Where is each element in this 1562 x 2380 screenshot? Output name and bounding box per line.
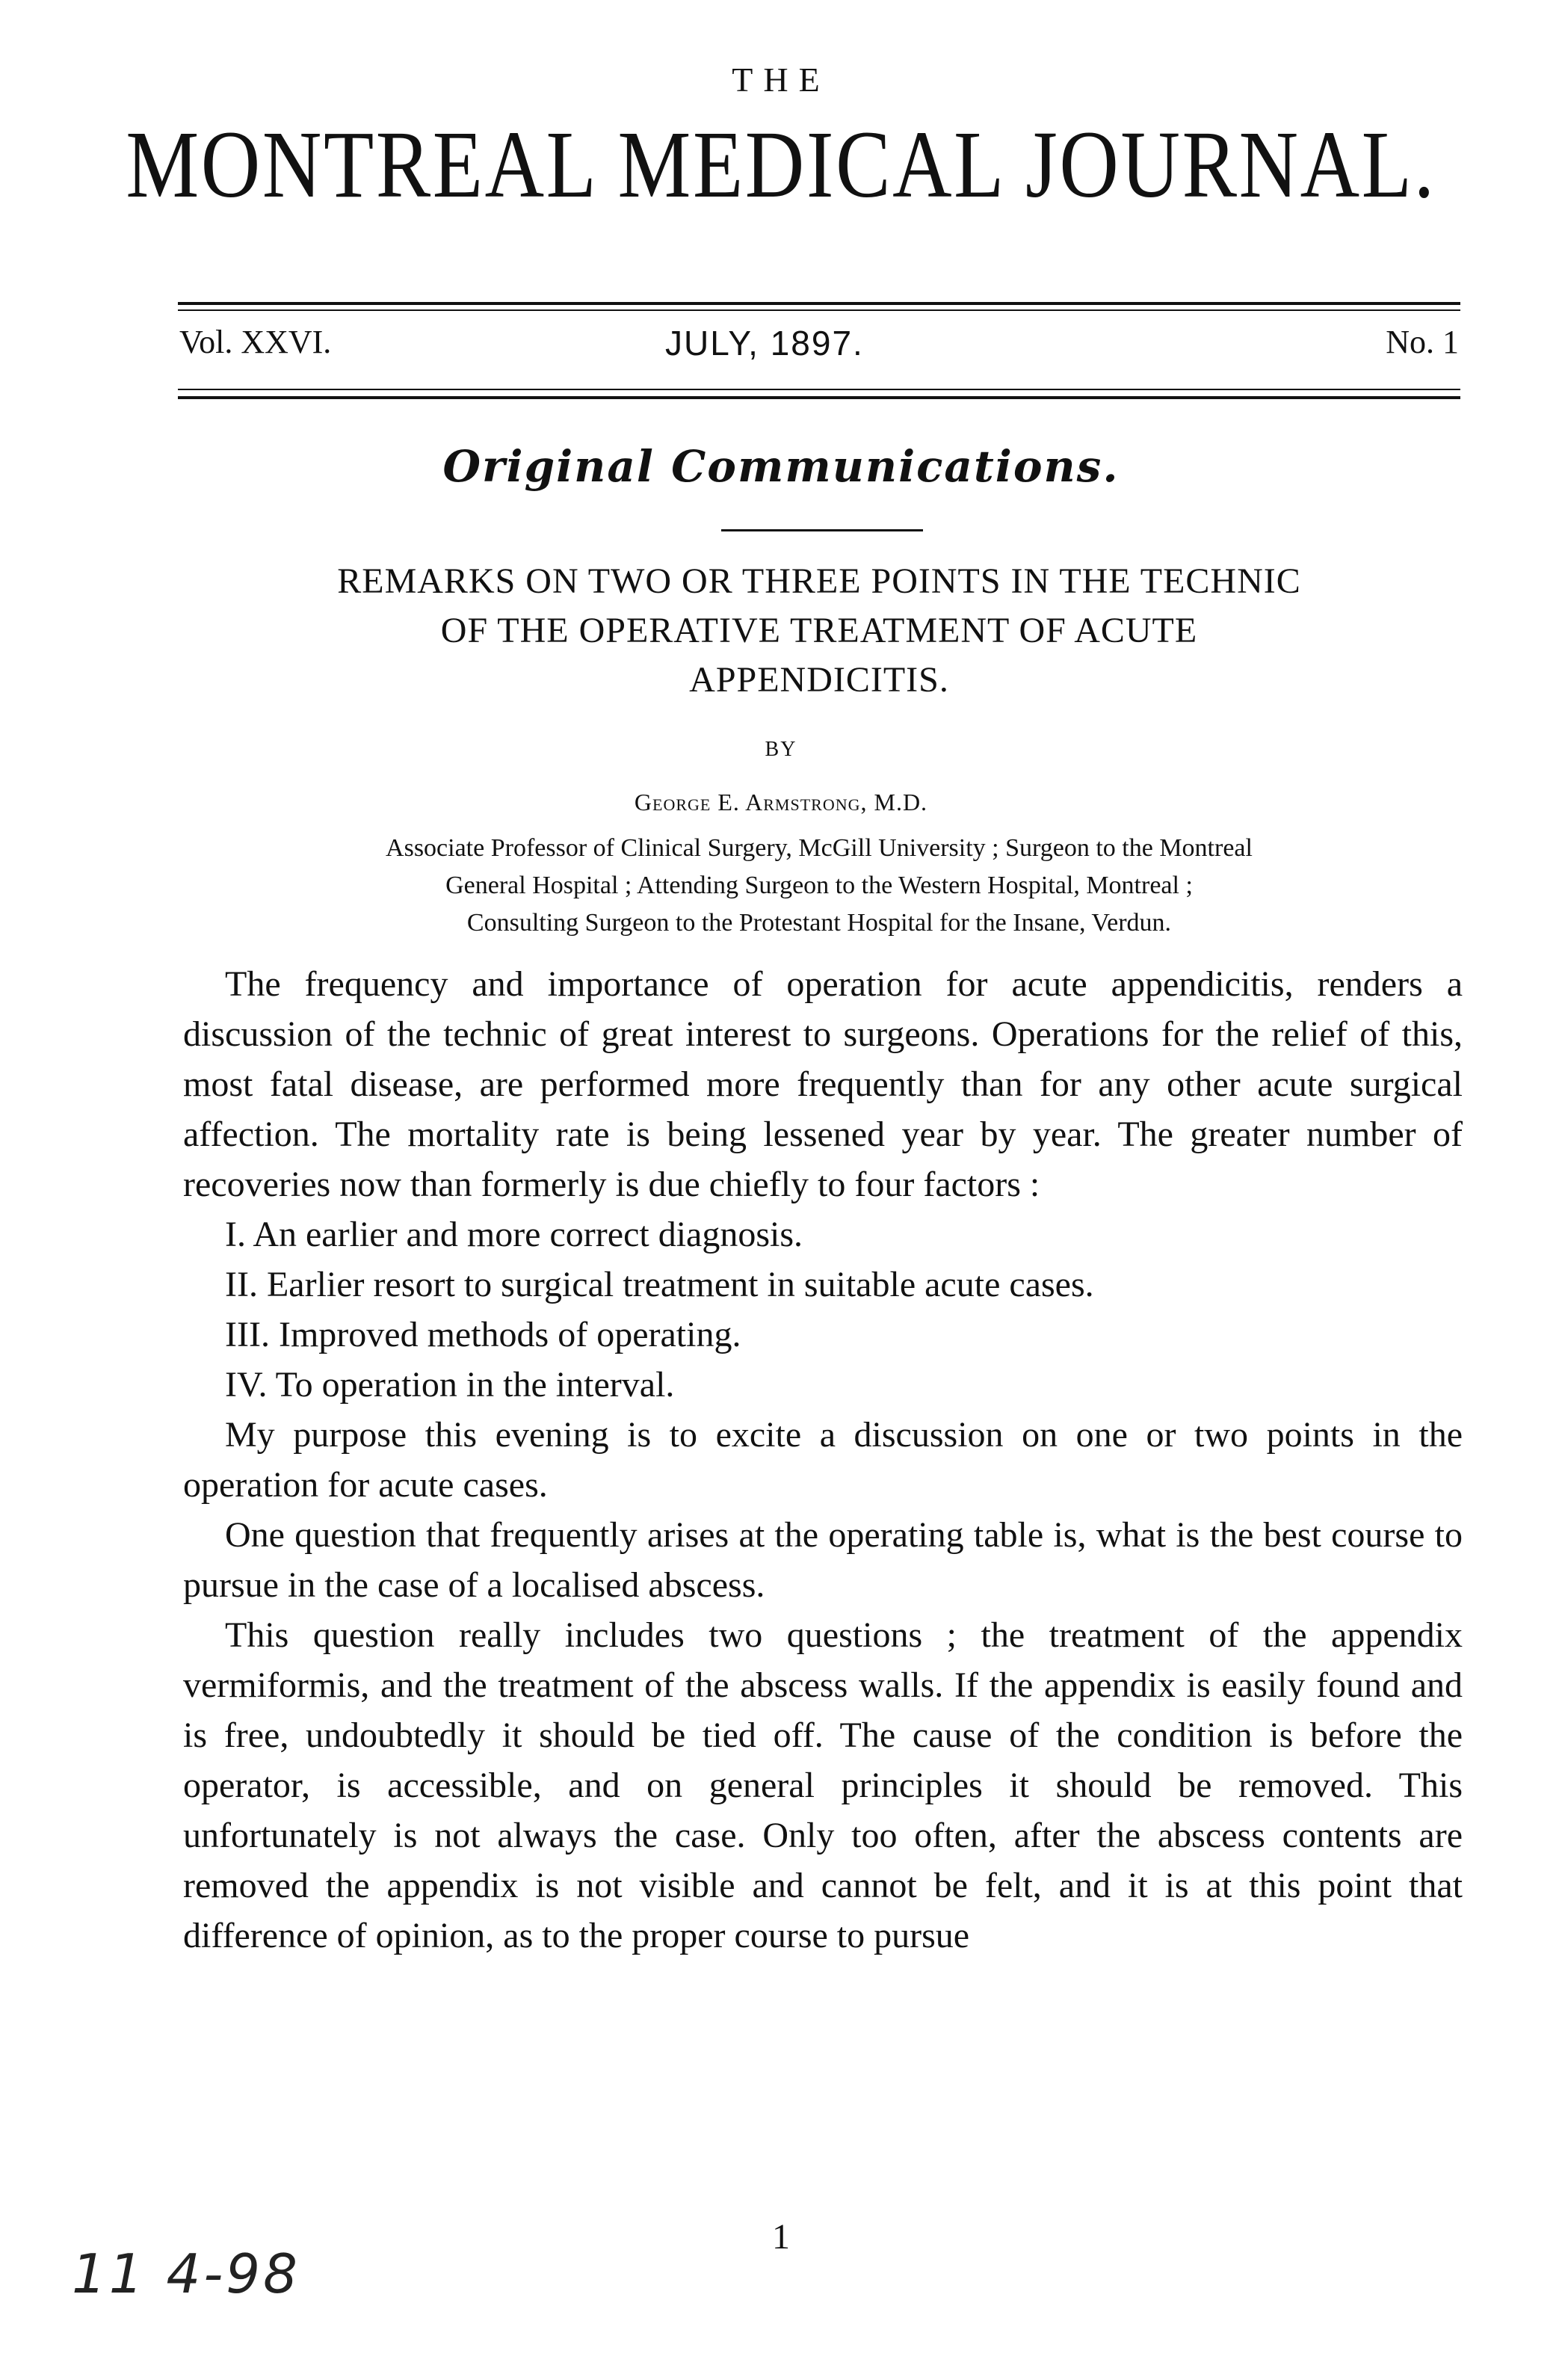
list-item: IV. To operation in the interval. bbox=[225, 1365, 675, 1405]
section-divider bbox=[721, 529, 923, 531]
volume-label: Vol. XXVI. bbox=[179, 324, 332, 360]
affiliation-line: Associate Professor of Clinical Surgery, McGill University ; Surgeon to the Montreal bbox=[386, 834, 1253, 862]
affiliation-line: Consulting Surgeon to the Protestant Hospital for the Insane, Verdun. bbox=[466, 909, 1172, 937]
journal-title: MONTREAL MEDICAL JOURNAL. bbox=[126, 111, 1436, 218]
list-item: II. Earlier resort to surgical treatment in suitable acute cases. bbox=[225, 1265, 1094, 1304]
article-title-line: OF THE OPERATIVE TREATMENT OF ACUTE bbox=[440, 611, 1198, 650]
article-body bbox=[183, 959, 1463, 1961]
body-paragraph: My purpose this evening is to excite a discussion on one or two points in the operation for acute cases. bbox=[183, 1415, 1463, 1505]
author-affiliation bbox=[179, 830, 1459, 942]
article-title-line: APPENDICITIS. bbox=[689, 660, 949, 700]
issue-date: JULY, 1897. bbox=[665, 324, 864, 363]
article-title-line: REMARKS ON TWO OR THREE POINTS IN THE TECHNIC bbox=[337, 561, 1301, 601]
body-paragraph: This question really includes two questions ; the treatment of the appendix vermiformis, and the treatment of the abscess walls. If the appendix is easily found and is free, undoubtedly it should be tied off. The cause of the condition is before the operator, is accessible, and on general principles it should be removed. This unfortunately is not always the case. Only too often, after the abscess contents are removed the appendix is not visible and cannot be felt, and it is at this point that difference of opinion, as to the proper course to pursue bbox=[183, 1615, 1463, 1955]
list-item: I. An earlier and more correct diagnosis. bbox=[225, 1215, 803, 1254]
body-paragraph: One question that frequently arises at the operating table is, what is the best course to pursue in the case of a localised abscess. bbox=[183, 1515, 1463, 1605]
article-title bbox=[179, 557, 1459, 705]
page-number: 1 bbox=[772, 2217, 790, 2257]
header-rule-top-thin bbox=[178, 309, 1460, 311]
byline-by: BY bbox=[765, 738, 797, 761]
body-paragraph: The frequency and importance of operation for acute appendicitis, renders a discussion of the technic of great interest to surgeons. Operations for the relief of this, most fatal disease, are performed more frequently than for any other acute surgical affection. The mortality rate is being lessened year by year. The greater number of recoveries now than formerly is due chiefly to four factors : bbox=[183, 964, 1463, 1204]
affiliation-line: General Hospital ; Attending Surgeon to the Western Hospital, Montreal ; bbox=[445, 872, 1193, 899]
section-heading: Original Communications. bbox=[442, 441, 1120, 492]
list-item: III. Improved methods of operating. bbox=[225, 1315, 741, 1354]
issue-info-row bbox=[179, 323, 1459, 368]
header-rule-bottom bbox=[178, 396, 1460, 399]
issue-number: No. 1 bbox=[1386, 324, 1459, 360]
header-rule-top bbox=[178, 302, 1460, 305]
header-rule-bottom-thin bbox=[178, 389, 1460, 390]
author-name: George E. Armstrong, M.D. bbox=[634, 789, 928, 816]
masthead-the: THE bbox=[732, 61, 830, 99]
handwritten-note: 11 4-98 bbox=[72, 2242, 300, 2305]
